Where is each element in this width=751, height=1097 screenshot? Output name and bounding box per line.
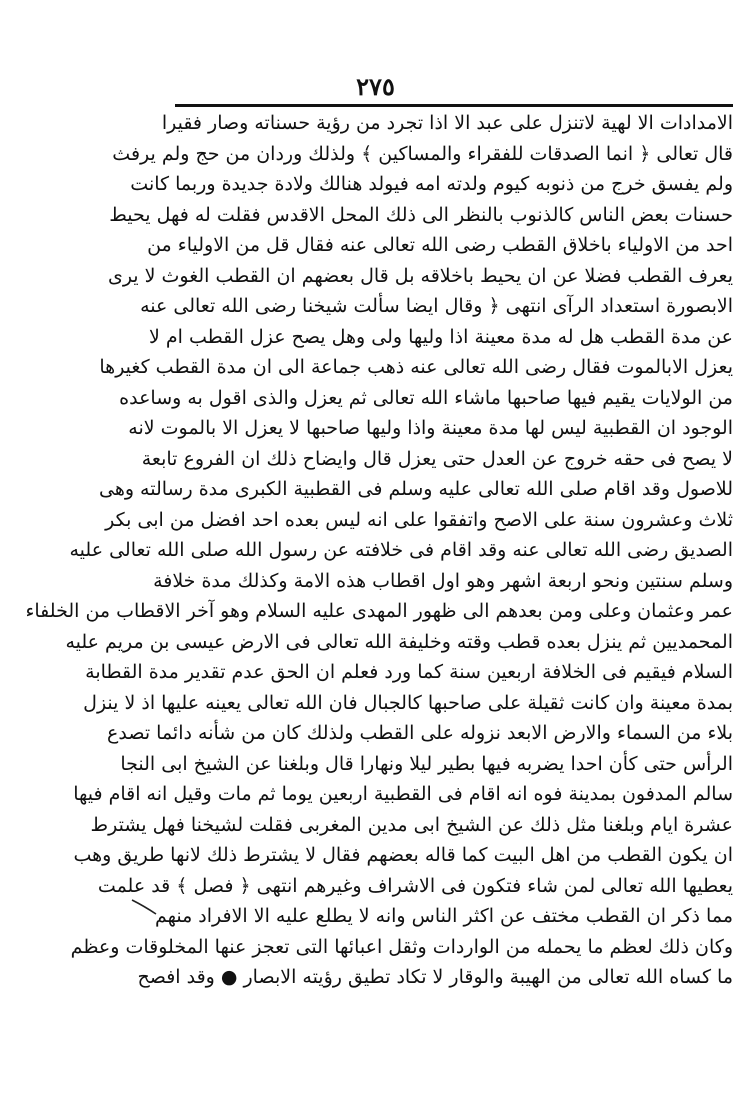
text-line: مما ذكر ان القطب مختف عن اكثر الناس وانه لا يطلع عليه الا الافراد منهم — [154, 905, 733, 927]
text-line: ولم يفسق خرج من ذنوبه كيوم ولدته امه فيولد هنالك ولادة جديدة وربما كانت — [130, 173, 733, 195]
text-line: وكان ذلك لعظم ما يحمله من الواردات وثقل اعبائها التى تعجز عنها المخلوقات وعظم — [70, 935, 733, 958]
text-line: المحمديين ثم ينزل بعده قطب وقته وخليفة الله تعالى فى الارض عيسى بن مريم عليه — [65, 630, 733, 653]
page-number: ٢٧٥ — [356, 72, 395, 101]
body-text — [25, 108, 733, 993]
text-line: حسنات بعض الناس كالذنوب بالنظر الى ذلك المحل الاقدس فقلت له فهل يحيط — [109, 203, 733, 226]
text-line: سالم المدفون بمدينة فوه انه اقام فى القطبية اربعين يوما ثم مات وقيل انه اقام فيها — [73, 783, 733, 805]
text-line: السلام فيقيم فى الخلافة اربعين سنة كما ورد فعلم ان الحق عدم تقدير مدة القطابة — [85, 661, 733, 683]
text-line: الصديق رضى الله تعالى عنه وقد اقام فى خلافته عن رسول الله صلى الله تعالى عليه — [69, 539, 733, 561]
text-line: ثلاث وعشرون سنة على الاصح واتفقوا على انه ليس بعده احد افضل من ابى بكر — [105, 508, 733, 531]
text-line: بلاء من السماء والارض الابعد نزوله على القطب ولذلك كان من شأنه دائما تصدع — [107, 722, 733, 744]
text-line: يعطيها الله تعالى لمن شاء فتكون فى الاشراف وغيرهم انتهى ﴿ فصل ﴾ قد علمت — [97, 874, 733, 897]
text-line: الامدادات الا لهية لاتنزل على عبد الا اذا تجرد من رؤية حسناته وصار فقيرا — [161, 112, 733, 134]
text-line: عمر وعثمان وعلى ومن بعدهم الى ظهور المهدى عليه السلام وهو آخر الاقطاب من الخلفاء — [25, 600, 733, 622]
text-line: الابصورة استعداد الرآى انتهى ﴿ وقال ايضا سألت شيخنا رضى الله تعالى عنه — [140, 295, 733, 317]
text-line: الرأس حتى كأن احدا يضربه فيها بطير ليلا ونهارا قال وبلغنا عن الشيخ ابى النجا — [120, 752, 733, 775]
text-line: ما كساه الله تعالى من الهيبة والوقار لا تكاد تطيق رؤيته الابصار ● وقد افصح — [137, 966, 733, 988]
text-line: ان يكون القطب من اهل البيت كما قاله بعضهم فقال لا يشترط ذلك لانها طريق وهب — [73, 844, 733, 866]
text-line: لا يصح فى حقه خروج عن العدل حتى يعزل قال وايضاح ذلك ان الفروع تابعة — [141, 447, 733, 470]
text-line: للاصول وقد اقام صلى الله تعالى عليه وسلم فى القطبية الكبرى مدة رسالته وهى — [98, 478, 733, 500]
text-line: عشرة ايام وبلغنا مثل ذلك عن الشيخ ابى مدين المغربى فقلت لشيخنا فهل يشترط — [90, 813, 733, 836]
text-line: بمدة معينة وان كانت ثقيلة على صاحبها كالجبال فان الله تعالى يعينه عليها اذ لا ينزل — [83, 691, 733, 714]
text-line: قال تعالى ﴿ انما الصدقات للفقراء والمساكين ﴾ ولذلك وردان من حج ولم يرفث — [112, 142, 733, 165]
text-line: يعرف القطب فضلا عن ان يحيط باخلاقه بل قال بعضهم ان القطب الغوث لا يرى — [107, 264, 733, 287]
text-line: عن مدة القطب هل له مدة معينة اذا وليها ولى وهل يصح عزل القطب ام لا — [148, 325, 733, 348]
text-line: يعزل الابالموت فقال رضى الله تعالى عنه ذهب جماعة الى ان مدة القطب كغيرها — [99, 356, 733, 378]
text-line: وسلم سنتين ونحو اربعة اشهر وهو اول اقطاب هذه الامة وكذلك مدة خلافة — [153, 569, 733, 592]
header-rule — [175, 104, 733, 107]
text-line: من الولايات يقيم فيها صاحبها ماشاء الله تعالى ثم يعزل والذى اقول به وساعده — [119, 386, 733, 409]
text-line: الوجود ان القطبية ليس لها مدة معينة واذا وليها صاحبها لا يعزل الا بالموت لانه — [128, 417, 733, 439]
margin-pen-mark — [130, 896, 158, 916]
text-line: احد من الاولياء باخلاق القطب رضى الله تعالى عنه فقال قل من الاولياء من — [147, 234, 733, 256]
